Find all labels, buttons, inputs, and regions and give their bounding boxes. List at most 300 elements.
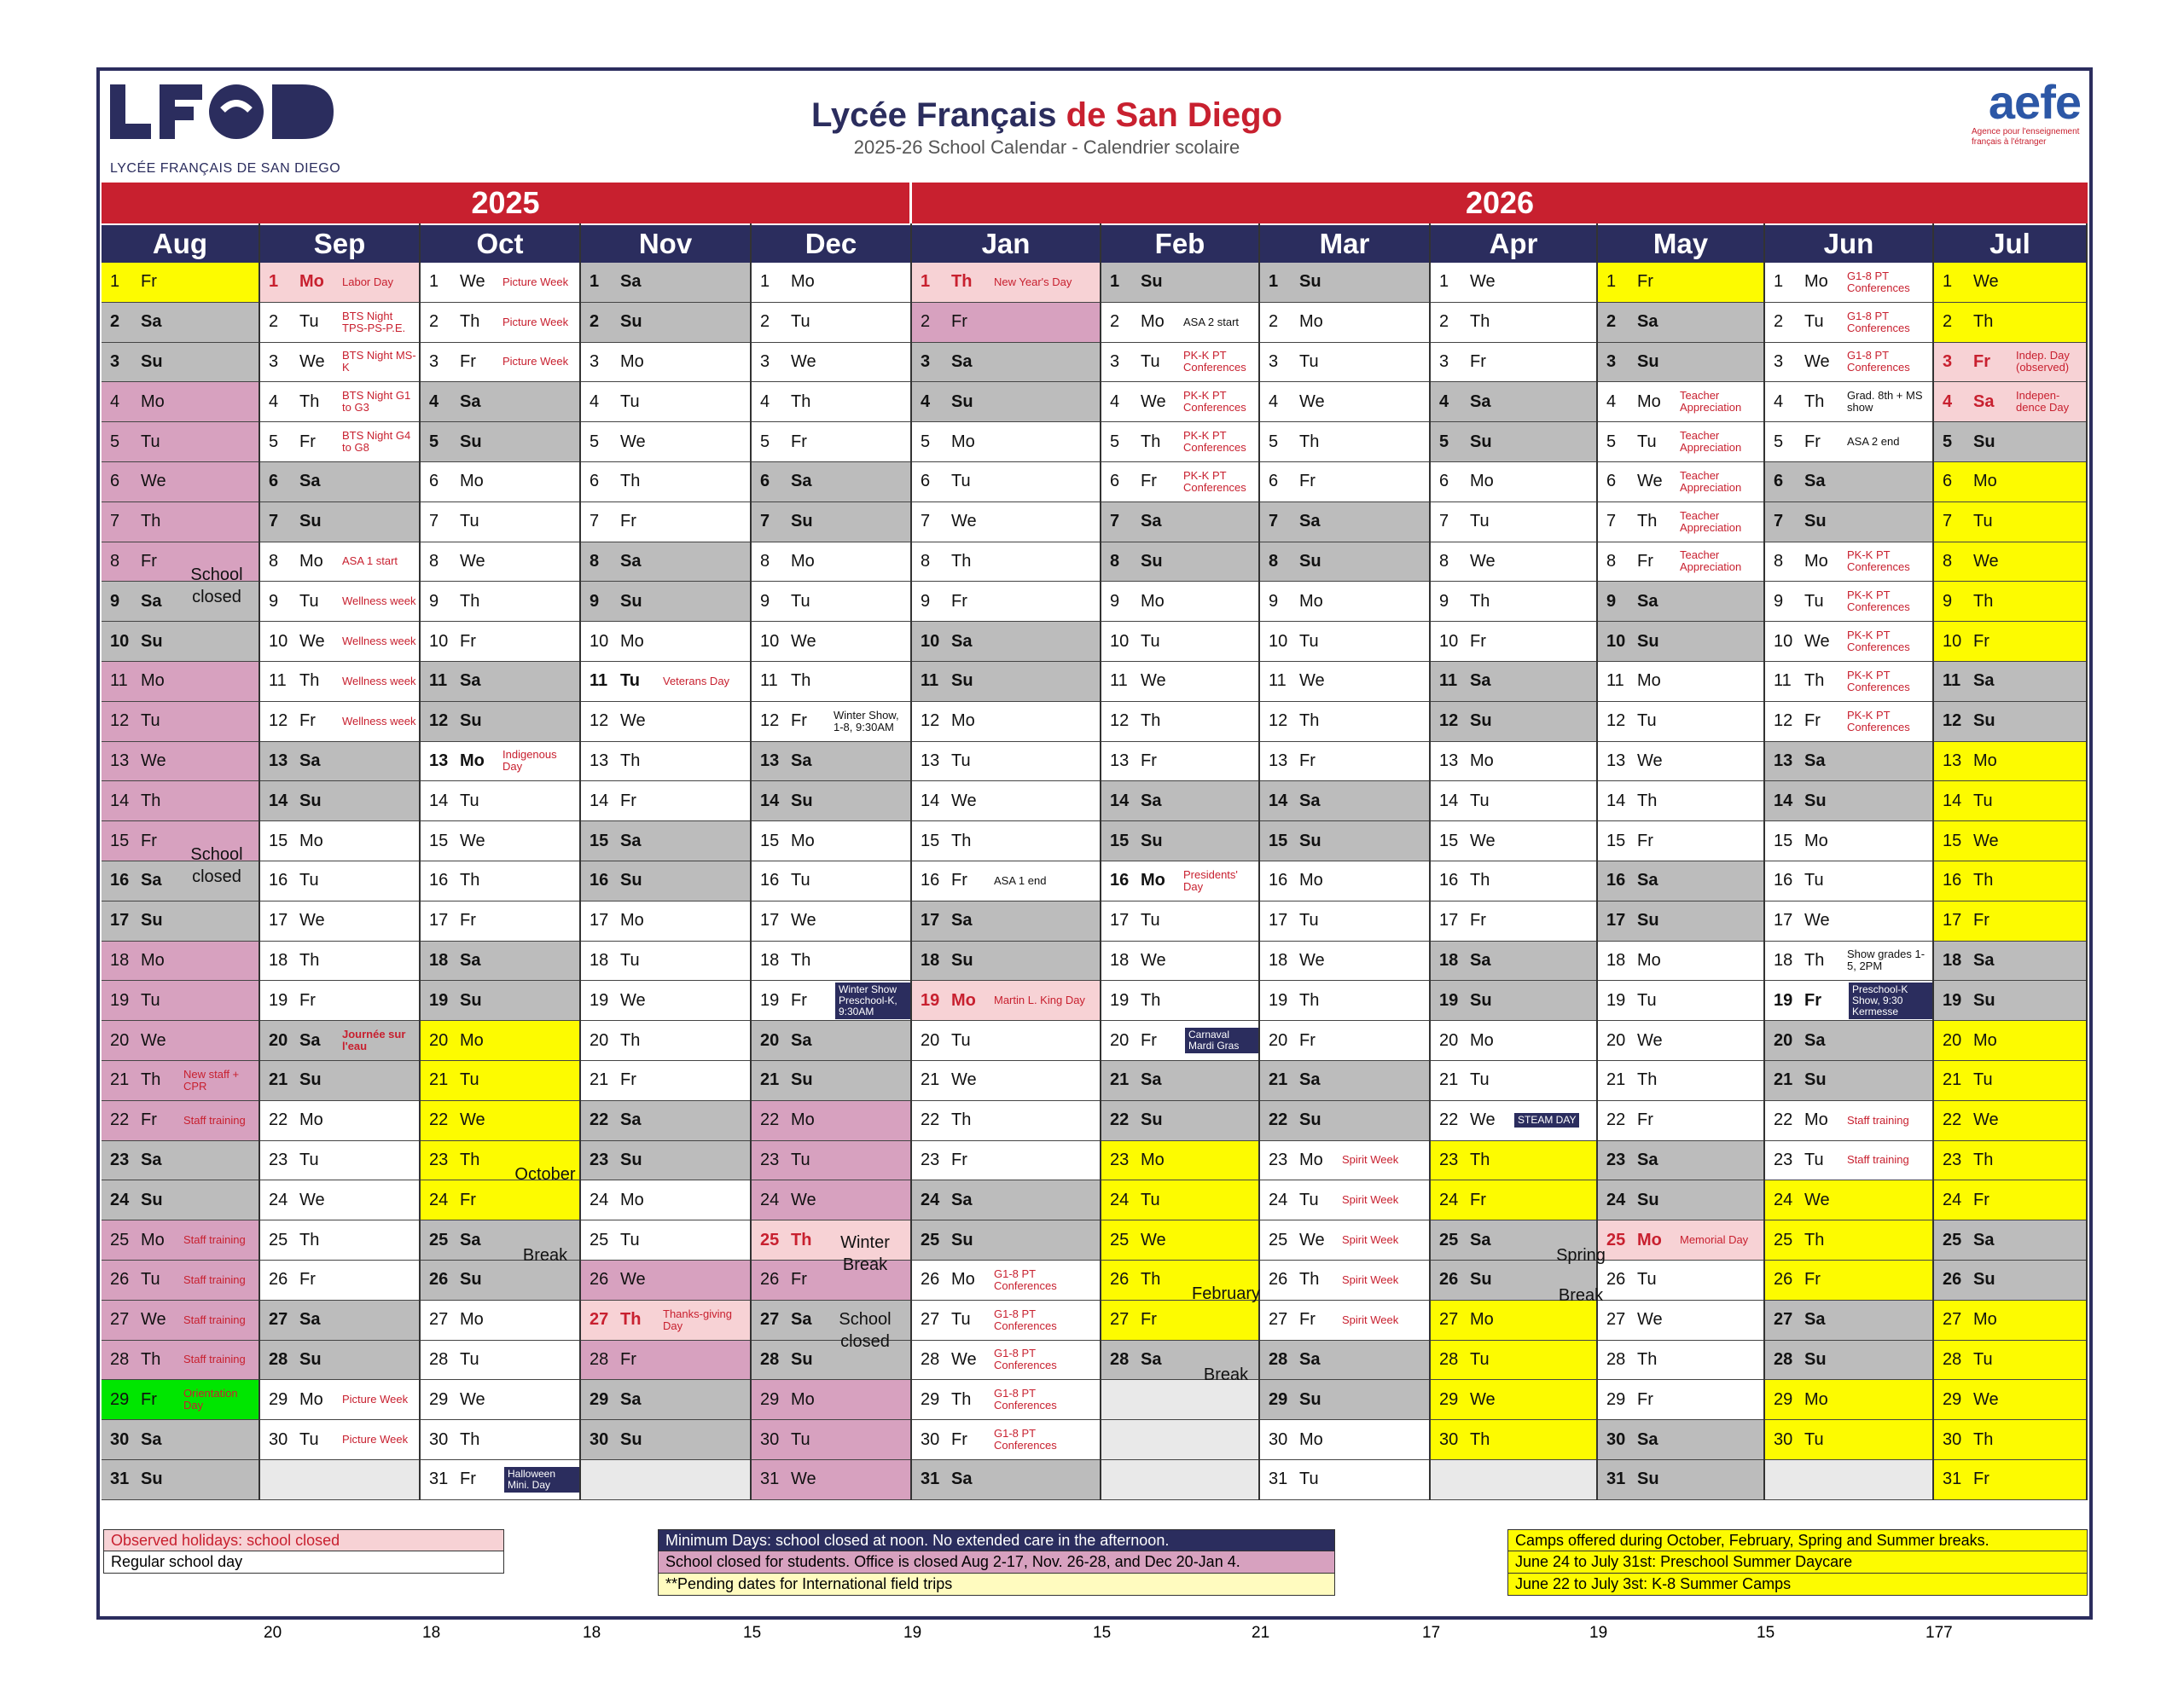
day-cell[interactable]	[1598, 861, 1763, 901]
day-cell[interactable]	[1765, 1460, 1932, 1500]
day-cell[interactable]	[1934, 1141, 2086, 1181]
day-cell[interactable]	[1431, 942, 1596, 982]
day-cell[interactable]	[260, 502, 419, 542]
day-cell[interactable]	[1260, 1301, 1429, 1341]
day-cell[interactable]	[260, 861, 419, 901]
day-cell[interactable]	[1431, 1341, 1596, 1381]
day-cell[interactable]	[912, 1061, 1100, 1101]
day-cell[interactable]	[581, 901, 750, 942]
day-cell[interactable]	[912, 462, 1100, 502]
day-cell[interactable]	[1260, 781, 1429, 821]
day-cell[interactable]	[421, 942, 579, 982]
day-cell[interactable]	[1765, 1180, 1932, 1220]
day-cell[interactable]	[102, 1460, 258, 1500]
day-cell[interactable]	[1260, 1141, 1429, 1181]
day-cell[interactable]	[581, 1180, 750, 1220]
day-cell[interactable]	[1934, 1261, 2086, 1301]
day-cell[interactable]	[421, 821, 579, 861]
day-cell[interactable]	[1598, 1341, 1763, 1381]
day-cell[interactable]	[421, 861, 579, 901]
day-cell[interactable]	[581, 942, 750, 982]
day-cell[interactable]	[581, 1101, 750, 1141]
day-cell[interactable]	[1934, 942, 2086, 982]
day-cell[interactable]	[1765, 622, 1932, 662]
day-cell[interactable]	[752, 382, 910, 422]
day-cell[interactable]	[1934, 462, 2086, 502]
day-cell[interactable]	[102, 1061, 258, 1101]
day-cell[interactable]	[1431, 1180, 1596, 1220]
day-cell[interactable]	[1260, 821, 1429, 861]
day-cell[interactable]	[421, 1061, 579, 1101]
day-cell[interactable]	[1765, 542, 1932, 583]
day-cell[interactable]	[1934, 343, 2086, 383]
day-cell[interactable]	[1431, 422, 1596, 462]
day-cell[interactable]	[1260, 1420, 1429, 1460]
day-cell[interactable]	[752, 742, 910, 782]
day-cell[interactable]	[102, 942, 258, 982]
day-cell[interactable]	[1101, 343, 1258, 383]
day-cell[interactable]	[1598, 1141, 1763, 1181]
day-cell[interactable]	[102, 1220, 258, 1261]
day-cell[interactable]	[752, 702, 910, 742]
day-cell[interactable]	[1765, 781, 1932, 821]
day-cell[interactable]	[1260, 382, 1429, 422]
day-cell[interactable]	[1934, 662, 2086, 702]
day-cell[interactable]	[1598, 821, 1763, 861]
day-cell[interactable]	[1431, 263, 1596, 303]
day-cell[interactable]	[912, 1301, 1100, 1341]
day-cell[interactable]	[1765, 303, 1932, 343]
day-cell[interactable]	[1934, 1220, 2086, 1261]
day-cell[interactable]	[102, 1101, 258, 1141]
day-cell[interactable]	[1598, 303, 1763, 343]
day-cell[interactable]	[1934, 263, 2086, 303]
day-cell[interactable]	[102, 622, 258, 662]
day-cell[interactable]	[260, 1180, 419, 1220]
day-cell[interactable]	[421, 622, 579, 662]
day-cell[interactable]	[1101, 861, 1258, 901]
day-cell[interactable]	[581, 343, 750, 383]
day-cell[interactable]	[1101, 263, 1258, 303]
day-cell[interactable]	[1765, 1261, 1932, 1301]
day-cell[interactable]	[1765, 382, 1932, 422]
day-cell[interactable]	[1934, 981, 2086, 1021]
day-cell[interactable]	[1101, 1021, 1258, 1061]
day-cell[interactable]	[1101, 382, 1258, 422]
day-cell[interactable]	[1101, 1141, 1258, 1181]
day-cell[interactable]	[1765, 662, 1932, 702]
day-cell[interactable]	[581, 821, 750, 861]
day-cell[interactable]	[421, 1341, 579, 1381]
day-cell[interactable]	[102, 343, 258, 383]
day-cell[interactable]	[1101, 901, 1258, 942]
day-cell[interactable]	[260, 781, 419, 821]
day-cell[interactable]	[1101, 1301, 1258, 1341]
day-cell[interactable]	[260, 901, 419, 942]
day-cell[interactable]	[1934, 382, 2086, 422]
day-cell[interactable]	[1431, 901, 1596, 942]
day-cell[interactable]	[912, 1141, 1100, 1181]
day-cell[interactable]	[912, 582, 1100, 622]
day-cell[interactable]	[581, 1420, 750, 1460]
day-cell[interactable]	[1765, 1301, 1932, 1341]
day-cell[interactable]	[1260, 422, 1429, 462]
day-cell[interactable]	[102, 303, 258, 343]
day-cell[interactable]	[421, 1180, 579, 1220]
day-cell[interactable]	[1260, 742, 1429, 782]
day-cell[interactable]	[260, 382, 419, 422]
day-cell[interactable]	[1765, 343, 1932, 383]
day-cell[interactable]	[1934, 1101, 2086, 1141]
day-cell[interactable]	[581, 702, 750, 742]
day-cell[interactable]	[1598, 502, 1763, 542]
day-cell[interactable]	[1431, 502, 1596, 542]
day-cell[interactable]	[260, 662, 419, 702]
day-cell[interactable]	[912, 1460, 1100, 1500]
day-cell[interactable]	[912, 502, 1100, 542]
day-cell[interactable]	[1934, 1460, 2086, 1500]
day-cell[interactable]	[912, 1101, 1100, 1141]
day-cell[interactable]	[1101, 462, 1258, 502]
day-cell[interactable]	[102, 422, 258, 462]
day-cell[interactable]	[1101, 942, 1258, 982]
day-cell[interactable]	[1598, 1021, 1763, 1061]
day-cell[interactable]	[1260, 942, 1429, 982]
day-cell[interactable]	[1101, 502, 1258, 542]
day-cell[interactable]	[752, 821, 910, 861]
day-cell[interactable]	[102, 1420, 258, 1460]
day-cell[interactable]	[912, 382, 1100, 422]
day-cell[interactable]	[1598, 622, 1763, 662]
day-cell[interactable]	[1431, 1220, 1596, 1261]
day-cell[interactable]	[421, 742, 579, 782]
day-cell[interactable]	[102, 821, 258, 861]
day-cell[interactable]	[752, 502, 910, 542]
day-cell[interactable]	[912, 1341, 1100, 1381]
day-cell[interactable]	[912, 742, 1100, 782]
day-cell[interactable]	[1934, 422, 2086, 462]
day-cell[interactable]	[421, 462, 579, 502]
day-cell[interactable]	[1101, 821, 1258, 861]
day-cell[interactable]	[912, 303, 1100, 343]
day-cell[interactable]	[1598, 422, 1763, 462]
day-cell[interactable]	[1431, 1021, 1596, 1061]
day-cell[interactable]	[1934, 582, 2086, 622]
day-cell[interactable]	[1431, 582, 1596, 622]
day-cell[interactable]	[421, 781, 579, 821]
day-cell[interactable]	[1431, 1261, 1596, 1301]
day-cell[interactable]	[102, 263, 258, 303]
day-cell[interactable]	[1934, 1380, 2086, 1420]
day-cell[interactable]	[1765, 1141, 1932, 1181]
day-cell[interactable]	[1765, 1220, 1932, 1261]
day-cell[interactable]	[1431, 1061, 1596, 1101]
day-cell[interactable]	[260, 1261, 419, 1301]
day-cell[interactable]	[1101, 1341, 1258, 1381]
day-cell[interactable]	[912, 1180, 1100, 1220]
day-cell[interactable]	[421, 981, 579, 1021]
day-cell[interactable]	[1765, 582, 1932, 622]
day-cell[interactable]	[1598, 263, 1763, 303]
day-cell[interactable]	[1765, 1380, 1932, 1420]
day-cell[interactable]	[581, 1341, 750, 1381]
day-cell[interactable]	[912, 1420, 1100, 1460]
day-cell[interactable]	[1260, 1341, 1429, 1381]
day-cell[interactable]	[1260, 1061, 1429, 1101]
day-cell[interactable]	[912, 981, 1100, 1021]
day-cell[interactable]	[1934, 901, 2086, 942]
day-cell[interactable]	[581, 1261, 750, 1301]
day-cell[interactable]	[102, 1301, 258, 1341]
day-cell[interactable]	[1598, 1460, 1763, 1500]
day-cell[interactable]	[1101, 781, 1258, 821]
day-cell[interactable]	[260, 1460, 419, 1500]
day-cell[interactable]	[1598, 343, 1763, 383]
day-cell[interactable]	[102, 542, 258, 583]
day-cell[interactable]	[581, 1021, 750, 1061]
day-cell[interactable]	[752, 901, 910, 942]
day-cell[interactable]	[752, 1220, 910, 1261]
day-cell[interactable]	[1260, 462, 1429, 502]
day-cell[interactable]	[752, 781, 910, 821]
day-cell[interactable]	[1934, 502, 2086, 542]
day-cell[interactable]	[1101, 1180, 1258, 1220]
day-cell[interactable]	[421, 542, 579, 583]
day-cell[interactable]	[1598, 1261, 1763, 1301]
day-cell[interactable]	[581, 303, 750, 343]
day-cell[interactable]	[1765, 901, 1932, 942]
day-cell[interactable]	[1765, 1420, 1932, 1460]
day-cell[interactable]	[1101, 582, 1258, 622]
day-cell[interactable]	[912, 622, 1100, 662]
day-cell[interactable]	[912, 422, 1100, 462]
day-cell[interactable]	[260, 942, 419, 982]
day-cell[interactable]	[1101, 1220, 1258, 1261]
day-cell[interactable]	[1765, 742, 1932, 782]
day-cell[interactable]	[1260, 901, 1429, 942]
day-cell[interactable]	[581, 502, 750, 542]
day-cell[interactable]	[1934, 1301, 2086, 1341]
day-cell[interactable]	[421, 1220, 579, 1261]
day-cell[interactable]	[912, 1380, 1100, 1420]
day-cell[interactable]	[1934, 821, 2086, 861]
day-cell[interactable]	[1765, 502, 1932, 542]
day-cell[interactable]	[260, 343, 419, 383]
day-cell[interactable]	[581, 582, 750, 622]
day-cell[interactable]	[421, 1301, 579, 1341]
day-cell[interactable]	[1598, 542, 1763, 583]
day-cell[interactable]	[1101, 1380, 1258, 1420]
day-cell[interactable]	[1260, 981, 1429, 1021]
day-cell[interactable]	[1765, 861, 1932, 901]
day-cell[interactable]	[1101, 1061, 1258, 1101]
day-cell[interactable]	[1101, 1460, 1258, 1500]
day-cell[interactable]	[260, 1420, 419, 1460]
day-cell[interactable]	[260, 1141, 419, 1181]
day-cell[interactable]	[912, 821, 1100, 861]
day-cell[interactable]	[421, 263, 579, 303]
day-cell[interactable]	[1101, 303, 1258, 343]
day-cell[interactable]	[581, 861, 750, 901]
day-cell[interactable]	[102, 861, 258, 901]
day-cell[interactable]	[1431, 1141, 1596, 1181]
day-cell[interactable]	[912, 542, 1100, 583]
day-cell[interactable]	[421, 382, 579, 422]
day-cell[interactable]	[260, 582, 419, 622]
day-cell[interactable]	[1934, 742, 2086, 782]
day-cell[interactable]	[1260, 542, 1429, 583]
day-cell[interactable]	[421, 662, 579, 702]
day-cell[interactable]	[1260, 1261, 1429, 1301]
day-cell[interactable]	[1598, 1301, 1763, 1341]
day-cell[interactable]	[260, 1101, 419, 1141]
day-cell[interactable]	[752, 861, 910, 901]
day-cell[interactable]	[1765, 462, 1932, 502]
day-cell[interactable]	[102, 702, 258, 742]
day-cell[interactable]	[421, 582, 579, 622]
day-cell[interactable]	[260, 1380, 419, 1420]
day-cell[interactable]	[1260, 502, 1429, 542]
day-cell[interactable]	[1598, 582, 1763, 622]
day-cell[interactable]	[421, 422, 579, 462]
day-cell[interactable]	[421, 1101, 579, 1141]
day-cell[interactable]	[1934, 861, 2086, 901]
day-cell[interactable]	[1431, 1380, 1596, 1420]
day-cell[interactable]	[1260, 702, 1429, 742]
day-cell[interactable]	[581, 1301, 750, 1341]
day-cell[interactable]	[102, 1261, 258, 1301]
day-cell[interactable]	[102, 1380, 258, 1420]
day-cell[interactable]	[752, 263, 910, 303]
day-cell[interactable]	[581, 263, 750, 303]
day-cell[interactable]	[102, 382, 258, 422]
day-cell[interactable]	[581, 1061, 750, 1101]
day-cell[interactable]	[912, 861, 1100, 901]
day-cell[interactable]	[421, 343, 579, 383]
day-cell[interactable]	[1934, 303, 2086, 343]
day-cell[interactable]	[1260, 861, 1429, 901]
day-cell[interactable]	[1598, 781, 1763, 821]
day-cell[interactable]	[1260, 263, 1429, 303]
day-cell[interactable]	[1431, 1301, 1596, 1341]
day-cell[interactable]	[260, 1021, 419, 1061]
day-cell[interactable]	[752, 1141, 910, 1181]
day-cell[interactable]	[581, 662, 750, 702]
day-cell[interactable]	[1101, 742, 1258, 782]
day-cell[interactable]	[421, 1141, 579, 1181]
day-cell[interactable]	[1598, 462, 1763, 502]
day-cell[interactable]	[1101, 542, 1258, 583]
day-cell[interactable]	[102, 981, 258, 1021]
day-cell[interactable]	[581, 781, 750, 821]
day-cell[interactable]	[260, 263, 419, 303]
day-cell[interactable]	[581, 1380, 750, 1420]
day-cell[interactable]	[1101, 1101, 1258, 1141]
day-cell[interactable]	[1934, 1341, 2086, 1381]
day-cell[interactable]	[1765, 1101, 1932, 1141]
day-cell[interactable]	[1431, 781, 1596, 821]
day-cell[interactable]	[260, 1220, 419, 1261]
day-cell[interactable]	[581, 981, 750, 1021]
day-cell[interactable]	[1101, 422, 1258, 462]
day-cell[interactable]	[260, 1301, 419, 1341]
day-cell[interactable]	[752, 1301, 910, 1341]
day-cell[interactable]	[912, 1220, 1100, 1261]
day-cell[interactable]	[260, 821, 419, 861]
day-cell[interactable]	[102, 742, 258, 782]
day-cell[interactable]	[1598, 981, 1763, 1021]
day-cell[interactable]	[581, 422, 750, 462]
day-cell[interactable]	[1765, 1341, 1932, 1381]
day-cell[interactable]	[1934, 542, 2086, 583]
day-cell[interactable]	[1598, 382, 1763, 422]
day-cell[interactable]	[752, 1420, 910, 1460]
day-cell[interactable]	[1260, 343, 1429, 383]
day-cell[interactable]	[1765, 263, 1932, 303]
day-cell[interactable]	[102, 1141, 258, 1181]
day-cell[interactable]	[1260, 1220, 1429, 1261]
day-cell[interactable]	[912, 1021, 1100, 1061]
day-cell[interactable]	[1765, 1021, 1932, 1061]
day-cell[interactable]	[752, 303, 910, 343]
day-cell[interactable]	[1765, 422, 1932, 462]
day-cell[interactable]	[912, 263, 1100, 303]
day-cell[interactable]	[260, 422, 419, 462]
day-cell[interactable]	[1765, 942, 1932, 982]
day-cell[interactable]	[581, 382, 750, 422]
day-cell[interactable]	[260, 462, 419, 502]
day-cell[interactable]	[1260, 1180, 1429, 1220]
day-cell[interactable]	[752, 1261, 910, 1301]
day-cell[interactable]	[581, 1141, 750, 1181]
day-cell[interactable]	[102, 582, 258, 622]
day-cell[interactable]	[1431, 742, 1596, 782]
day-cell[interactable]	[421, 1460, 579, 1500]
day-cell[interactable]	[581, 742, 750, 782]
day-cell[interactable]	[581, 542, 750, 583]
day-cell[interactable]	[1598, 702, 1763, 742]
day-cell[interactable]	[1598, 1420, 1763, 1460]
day-cell[interactable]	[260, 1341, 419, 1381]
day-cell[interactable]	[752, 622, 910, 662]
day-cell[interactable]	[1598, 742, 1763, 782]
day-cell[interactable]	[752, 422, 910, 462]
day-cell[interactable]	[1260, 303, 1429, 343]
day-cell[interactable]	[1260, 1380, 1429, 1420]
day-cell[interactable]	[260, 702, 419, 742]
day-cell[interactable]	[581, 622, 750, 662]
day-cell[interactable]	[1598, 901, 1763, 942]
day-cell[interactable]	[912, 702, 1100, 742]
day-cell[interactable]	[1431, 861, 1596, 901]
day-cell[interactable]	[1598, 1101, 1763, 1141]
day-cell[interactable]	[260, 622, 419, 662]
day-cell[interactable]	[1431, 1101, 1596, 1141]
day-cell[interactable]	[1765, 821, 1932, 861]
day-cell[interactable]	[1260, 662, 1429, 702]
day-cell[interactable]	[102, 781, 258, 821]
day-cell[interactable]	[1598, 1220, 1763, 1261]
day-cell[interactable]	[912, 901, 1100, 942]
day-cell[interactable]	[1934, 1061, 2086, 1101]
day-cell[interactable]	[752, 942, 910, 982]
day-cell[interactable]	[581, 1220, 750, 1261]
day-cell[interactable]	[1101, 981, 1258, 1021]
day-cell[interactable]	[421, 303, 579, 343]
day-cell[interactable]	[752, 662, 910, 702]
day-cell[interactable]	[1260, 1101, 1429, 1141]
day-cell[interactable]	[1431, 821, 1596, 861]
